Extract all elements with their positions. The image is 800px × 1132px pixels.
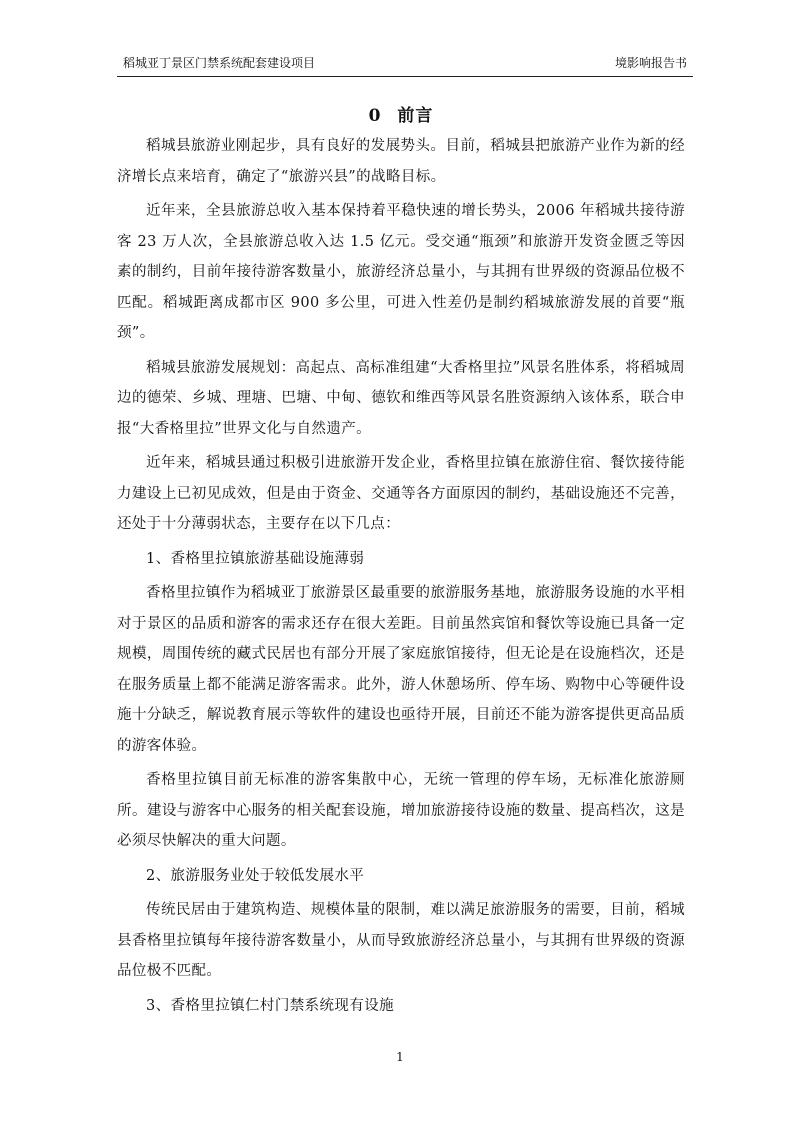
header-report-title: 境影响报告书	[614, 56, 687, 70]
paragraph-2: 近年来，全县旅游总收入基本保持着平稳快速的增长势头，2006 年稻城共接待游客 23 万人次，全县旅游总收入达 1.5 亿元。受交通“瓶颈”和旅游开发资金匮乏等因素的制约，目前年接待游客数量小，旅游经济总量小，与其拥有世界级的资源品位极不匹配。稻城距离成都市区 900 多公里，可进入性差仍是制约稻城旅游发展的首要“瓶颈”。	[117, 203, 685, 341]
paragraph-3: 稻城县旅游发展规划：高起点、高标准组建“大香格里拉”风景名胜体系，将稻城周边的德荣、乡城、理塘、巴塘、中甸、德钦和维西等风景名胜资源纳入该体系，联合申报“大香格里拉”世界文化与自然遗产。	[117, 359, 685, 437]
list-item-3: 3、香格里拉镇仁村门禁系统现有设施	[146, 997, 395, 1014]
paragraph-5: 香格里拉镇作为稻城亚丁旅游景区最重要的旅游服务基地，旅游服务设施的水平相对于景区的品质和游客的需求还存在很大差距。目前虽然宾馆和餐饮等设施已具备一定规模，周围传统的藏式民居也有部分开展了家庭旅馆接待，但无论是在设施档次，还是在服务质量上都不能满足游客需求。此外，游人休憩场所、停车场、购物中心等硬件设施十分缺乏，解说教育展示等软件的建设也亟待开展，目前还不能为游客提供更高品质的游客体验。	[117, 585, 685, 754]
page-header	[117, 55, 693, 77]
section-number: 0	[368, 106, 382, 126]
paragraph-1: 稻城县旅游业刚起步，具有良好的发展势头。目前，稻城县把旅游产业作为新的经济增长点来培育，确定了“旅游兴县”的战略目标。	[117, 138, 685, 185]
section-title-text: 前言	[397, 106, 434, 126]
page-number: 1	[396, 1050, 404, 1064]
paragraph-4: 近年来，稻城县通过积极引进旅游开发企业，香格里拉镇在旅游住宿、餐饮接待能力建设上已初见成效，但是由于资金、交通等各方面原因的制约，基础设施还不完善，还处于十分薄弱状态，主要存在以下几点：	[117, 455, 685, 532]
list-item-1: 1、香格里拉镇旅游基础设施薄弱	[146, 550, 365, 567]
header-project-title: 稻城亚丁景区门禁系统配套建设项目	[123, 56, 316, 70]
paragraph-6: 香格里拉镇目前无标准的游客集散中心，无统一管理的停车场，无标准化旅游厕所。建设与游客中心服务的相关配套设施，增加旅游接待设施的数量、提高档次，这是必须尽快解决的重大问题。	[117, 772, 685, 849]
section-title	[117, 103, 685, 129]
list-item-2: 2、旅游服务业处于较低发展水平	[146, 867, 365, 884]
header-rule	[117, 76, 693, 77]
document-body	[117, 103, 685, 1025]
paragraph-7: 传统民居由于建筑构造、规模体量的限制，难以满足旅游服务的需要，目前，稻城县香格里拉镇每年接待游客数量小，从而导致旅游经济总量小，与其拥有世界级的资源品位极不匹配。	[117, 902, 685, 979]
